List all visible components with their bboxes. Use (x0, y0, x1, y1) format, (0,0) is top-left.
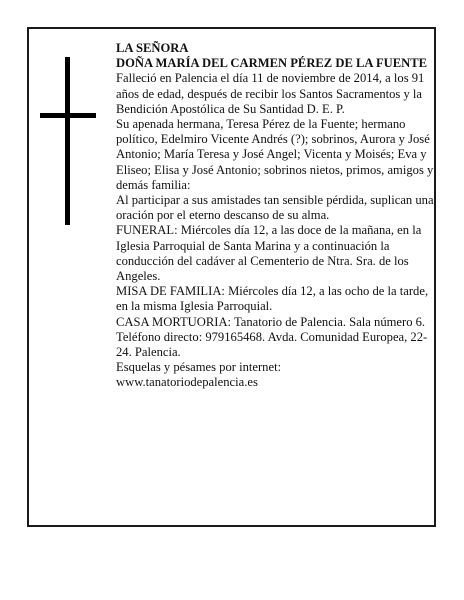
website-text: www.tanatoriodepalencia.es (116, 375, 258, 390)
notice-text (116, 41, 434, 391)
notice-title-line1: LA SEÑORA (116, 41, 189, 55)
online-condolences-label: Esquelas y pésames por internet: (116, 360, 282, 375)
notice-deceased-name: DOÑA MARÍA DEL CARMEN PÉREZ DE LA FUENTE (116, 56, 428, 71)
cross-vertical-bar (65, 57, 70, 225)
death-announcement: Falleció en Palencia el día 11 de noviembre de 2014, a los 91 años de edad, después de recibir los Santos Sacramentos y la Bendición Apostólica de Su Santidad D. E. P. (116, 71, 425, 116)
family-list: Su apenada hermana, Teresa Pérez de la Fuente; hermano político, Edelmiro Vicente Andrés (?); sobrinos, Aurora y José Antonio; María Teresa y José Angel; Vicenta y Moisés; Eva y Eliseo; Elisa y José Antonio; sobrinos nietos, primos, amigos y demás familia: (116, 117, 434, 192)
prayer-request: Al participar a sus amistades tan sensible pérdida, suplican una oración por el eterno descanso de su alma. (116, 193, 434, 223)
funeral-details: FUNERAL: Miércoles día 12, a las doce de la mañana, en la Iglesia Parroquial de Santa Marina y a continuación la conducción del cadáver al Cementerio de Ntra. Sra. de los Angeles. (116, 223, 422, 284)
obituary-notice (27, 27, 436, 527)
family-mass-details: MISA DE FAMILIA: Miércoles día 12, a las ocho de la tarde, en la misma Iglesia Parroquial. (116, 284, 429, 314)
cross-horizontal-bar (40, 113, 96, 118)
cross-icon (40, 57, 96, 225)
funeral-home-details: CASA MORTUORIA: Tanatorio de Palencia. Sala número 6. Teléfono directo: 979165468. Avda. Comunidad Europea, 22-24. Palencia. (116, 314, 428, 360)
